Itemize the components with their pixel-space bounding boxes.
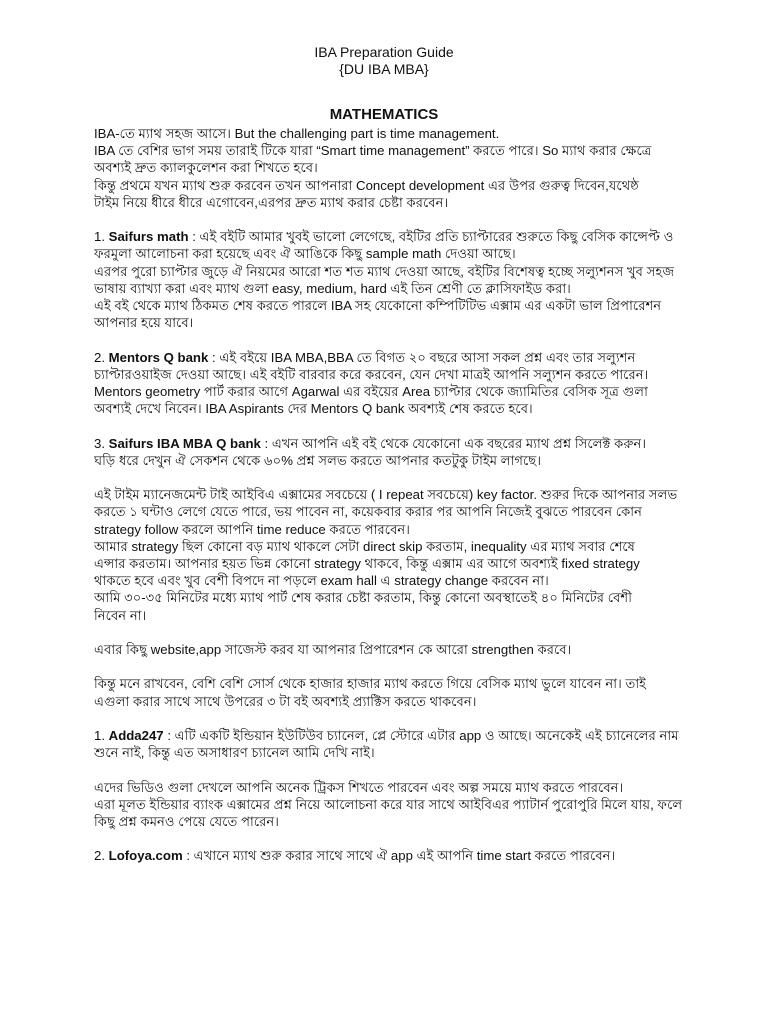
text-line: এই টাইম ম্যানেজমেন্ট টাই আইবিএ এক্সামের সবচেয়ে ( I repeat সবচেয়ে) key factor. শুরুর দিকে আপনার সলভ — [94, 487, 678, 503]
text-line: : এই বইটি আমার খুবই ভালো লেগেছে, বইটির প্রতি চ্যাপ্টারের শুরুতে কিছু বেসিক কান্সেপ্ট ও — [188, 229, 674, 245]
text-line: আমার strategy ছিল কোনো বড় ম্যাথ থাকলে সেটা direct skip করতাম, inequality এর ম্যাথ সবার শেষে — [94, 538, 635, 554]
text-line: থাকতে হবে এবং খুব বেশী বিপদে না পড়লে exam hall এ strategy change করবেন না। — [94, 573, 549, 589]
videos-paragraph — [94, 779, 684, 831]
text-line: করতে ১ ঘন্টাও লেগে যেতে পারে, ভয় পাবেন না, কয়েকবার করার পর আপনি নিজেই বুঝতে পারবেন কোন — [94, 504, 643, 520]
text-line: ঘড়ি ধরে দেখুন ঐ সেকশন থেকে ৬০% প্রশ্ন সলভ করতে আপনার কতটুকু টাইম লাগছে। — [94, 452, 542, 468]
text-line: অবশ্যই দ্রুত ক্যালকুলেশন করা শিখতে হবে। — [94, 160, 318, 176]
text-line: এদের ভিডিও গুলা দেখলে আপনি অনেক ট্রিকস শিখতে পারবেন এবং অল্প সময়ে ম্যাথ করতে পারবেন। — [94, 779, 624, 795]
text-line: ফরমুলা আলোচনা করা হয়েছে এবং ঐ আঙিকে কিছু sample math দেওয়া আছে। — [94, 246, 516, 262]
text-line: : এখন আপনি এই বই থেকে যেকোনো এক বছরের ম্যাথ প্রশ্ন সিলেক্ট করুন। — [260, 435, 647, 451]
text-line: এরা মূলত ইন্ডিয়ার ব্যাংক এক্সামের প্রশ্ন নিয়ে আলোচনা করে যার সাথে আইবিএর প্যাটার্ন পুরোপুরি মিলে যায়, ফলে — [94, 796, 683, 812]
text-line: কিন্তু প্রথমে যখন ম্যাথ শুরু করবেন তখন আপনারা Concept development এর উপর গুরুত্ব দিবেন,যথেষ্ঠ — [94, 177, 639, 193]
text-line: কিন্তু মনে রাখবেন, বেশি বেশি সোর্স থেকে হাজার হাজার ম্যাথ করতে গিয়ে বেসিক ম্যাথ ভুলে যাবেন না। তাই — [94, 676, 647, 692]
text-line: Mentors geometry পার্ট করার আগে Agarwal এর বইয়ের Area চ্যাপ্টার থেকে জ্যামিতির বেসিক সূত্র গুলা — [94, 384, 648, 400]
text-line: : এটি একটি ইন্ডিয়ান ইউটিউব চ্যানেল, প্লে স্টোরে এটার app ও আছে। অনেকেই এই চ্যানেলের নাম — [163, 728, 679, 743]
text-line: এন্সার করতাম। আপনার হয়ত ভিন্ন কোনো strategy থাকবে, কিন্তু এক্সাম এর আগে অবশ্যই fixed strategy — [94, 556, 640, 572]
text-line: টাইম নিয়ে ধীরে ধীরে এগোবেন,এরপর দ্রুত ম্যাথ করার চেষ্টা করবেন। — [94, 194, 449, 210]
item-number: 2. — [94, 848, 105, 864]
warning-paragraph — [94, 675, 684, 709]
site-name: Lofoya.com — [108, 848, 183, 864]
book-mentors-q-bank — [94, 349, 684, 418]
text-line: : এই বইয়ে IBA MBA,BBA তে বিগত ২০ বছরে আসা সকল প্রশ্ন এবং তার সল্যুশন — [208, 349, 636, 365]
text-line: IBA-তে ম্যাথ সহজ আসে। But the challenging part is time management. — [94, 126, 500, 141]
document-body — [94, 125, 684, 865]
site-adda247 — [94, 727, 684, 761]
intro-paragraph — [94, 125, 684, 211]
text-line: এরপর পুরো চ্যাপ্টার জুড়ে ঐ নিয়মের আরো শত শত ম্যাথ দেওয়া আছে, বইটির বিশেষত্ব হচ্ছে সল্যুশনস খুব সহজ — [94, 263, 675, 279]
text-line: ভাষায় ব্যাখ্যা করা এবং ম্যাথ গুলা easy, medium, hard এই তিন শ্রেণী তে ক্লাসিফাইড করা। — [94, 280, 571, 296]
suggest-paragraph — [94, 641, 684, 658]
text-line: চ্যাপ্টারওয়াইজ দেওয়া আছে। এই বইটি বারবার করে করবেন, যেন দেখা মাত্রই আপনি সল্যুশন করতে পারেন। — [94, 366, 649, 382]
site-name: Adda247 — [108, 728, 164, 743]
text-line: কিছু প্রশ্ন কমনও পেয়ে যেতে পারেন। — [94, 814, 280, 829]
item-number: 1. — [94, 728, 105, 743]
header-title: IBA Preparation Guide — [314, 44, 454, 60]
text-line: এই বই থেকে ম্যাথ ঠিকমত শেষ করতে পারলে IBA সহ যেকোনো কম্পিটিটিভ এক্সাম এর একটা ভাল প্রিপারেশন — [94, 298, 662, 314]
book-saifurs-math — [94, 228, 684, 331]
book-name: Mentors Q bank — [108, 349, 209, 365]
text-line: : এখানে ম্যাথ শুরু করার সাথে সাথে ঐ app এই আপনি time start করতে পারবেন। — [182, 848, 616, 864]
text-line: আপনার হয়ে যাবে। — [94, 315, 194, 331]
book-saifurs-iba-q-bank — [94, 435, 684, 469]
book-name: Saifurs math — [108, 229, 189, 245]
strategy-paragraph — [94, 486, 684, 624]
section-title: MATHEMATICS — [329, 106, 439, 123]
item-number: 3. — [94, 435, 105, 451]
text-line: IBA তে বেশির ভাগ সময় তারাই টিকে যারা “Smart time management” করতে পারে। So ম্যাথ করার ক্ষেত্রে — [94, 143, 652, 159]
item-number: 1. — [94, 229, 105, 245]
header-subtitle: {DU IBA MBA} — [339, 61, 429, 77]
document-header — [0, 44, 768, 78]
book-name: Saifurs IBA MBA Q bank — [108, 435, 261, 451]
text-line: এবার কিছু website,app সাজেস্ট করব যা আপনার প্রিপারেশন কে আরো strengthen করবে। — [94, 642, 572, 658]
text-line: শুনে নাই, কিন্তু এত অসাধারণ চ্যানেল আমি দেখি নাই। — [94, 745, 375, 761]
site-lofoya — [94, 847, 684, 864]
item-number: 2. — [94, 349, 105, 365]
text-line: নিবেন না। — [94, 607, 147, 623]
text-line: strategy follow করলে আপনি time reduce করতে পারবেন। — [94, 521, 411, 537]
text-line: অবশ্যই দেখে নিবেন। IBA Aspirants দের Mentors Q bank অবশ্যই শেষ করতে হবে। — [94, 401, 533, 417]
text-line: এগুলা করার সাথে সাথে উপরের ৩ টা বই অবশ্যই প্র্যাক্টিস করতে থাকবেন। — [94, 693, 477, 709]
text-line: আমি ৩০-৩৫ মিনিটের মধ্যে ম্যাথ পার্ট শেষ করার চেষ্টা করতাম, কিন্তু কোনো অবস্থাতেই ৪০ মিনিটের বেশী — [94, 590, 632, 606]
